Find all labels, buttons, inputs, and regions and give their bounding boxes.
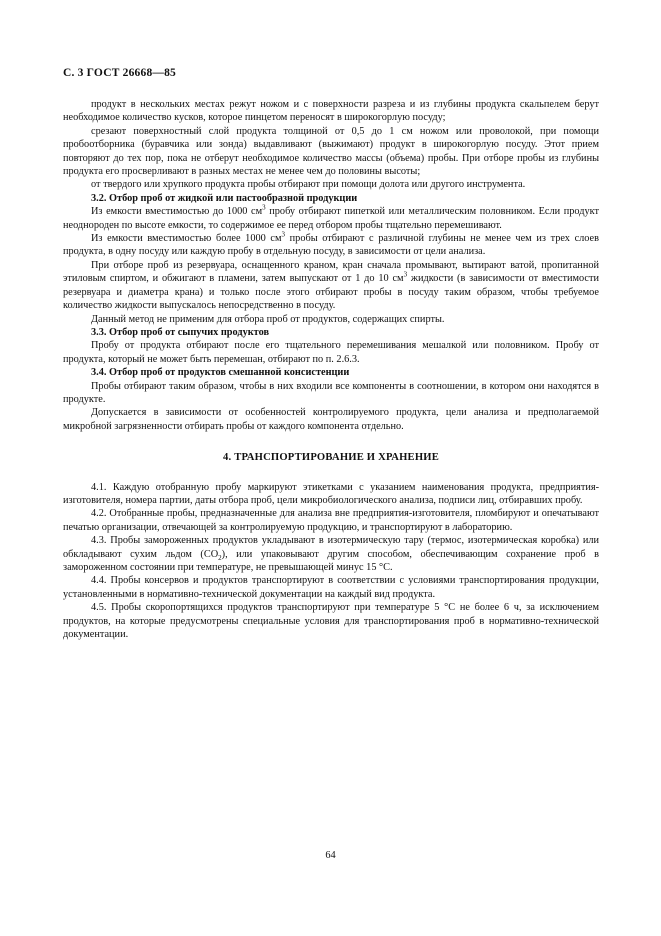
paragraph: 4.4. Пробы консервов и продуктов транспортируют в соответствии с условиями транспортирования продукции, установленными в нормативно-технической документации на каждый вид продукта. [63, 575, 599, 600]
paragraph: от твердого или хрупкого продукта пробы отбирают при помощи долота или другого инструмента. [91, 179, 526, 191]
paragraph: продукт в нескольких местах режут ножом и с поверхности разреза и из глубины продукта скальпелем берут необходимое количество кусков, которое пинцетом переносят в широкогорлую посуду; [63, 99, 599, 124]
page-number: 64 [325, 850, 336, 861]
subsection-heading-3-2: 3.2. Отбор проб от жидкой или пастообразной продукции [91, 192, 358, 204]
paragraph: 4.1. Каждую отобранную пробу маркируют этикетками с указанием наименования продукта, предприятия-изготовителя, номера партии, даты отбора проб, цели микробиологического анализа, подписи лиц, отбиравших пробу. [63, 481, 599, 506]
paragraph: Пробы отбирают таким образом, чтобы в них входили все компоненты в соотношении, в котором они находятся в продукте. [63, 380, 599, 405]
paragraph: Из емкости вместимостью более 1000 $см^3$ пробы отбирают с различной глубины не менее чем из трех слоев продукта, в одну посуду или каждую пробу в отдельную посуду, в зависимости от цели анализа. [63, 230, 599, 258]
paragraph: 4.5. Пробы скоропортящихся продуктов транспортируют при температуре 5 °С не более 6 ч, за исключением продуктов, на которые предусмотрены специальные условия для транспортирования проб в нормативно-технической документации. [63, 602, 599, 641]
section-heading-4: 4. ТРАНСПОРТИРОВАНИЕ И ХРАНЕНИЕ [223, 452, 439, 464]
paragraph: 4.2. Отобранные пробы, предназначенные для анализа вне предприятия-изготовителя, пломбируют и опечатывают печатью организации, отвечающей за контролируемую продукцию, и транспортируют в лабораторию. [63, 508, 599, 533]
subsection-heading-3-3: 3.3. Отбор проб от сыпучих продуктов [91, 326, 270, 338]
paragraph: Пробу от продукта отбирают после его тщательного перемешивания мешалкой или половником. Пробу от продукта, который не может быть перемешан, отбирают по п. 2.6.3. [63, 340, 599, 365]
paragraph: Допускается в зависимости от особенностей контролируемого продукта, цели анализа и предполагаемой микробной загрязненности отбирать пробы от каждого компонента отдельно. [63, 407, 599, 432]
paragraph: срезают поверхностный слой продукта толщиной от 0,5 до 1 см ножом или проволокой, при помощи пробоотборника (буравчика или зонда) выдавливают (выжимают) продукт в широкогорлую посуду. Этот прием повторяют до тех пор, пока не отберут необходимое количество массы (объема) пробы. При отборе пробы из глубины продукта его просверливают в разных местах не менее чем до половины высоты; [63, 125, 599, 178]
paragraph: При отборе проб из резервуара, оснащенного краном, кран сначала промывают, вытирают ватой, пропитанной этиловым спиртом, и обжигают в пламени, затем выпускают от 1 до 10 $см^3$ жидкости (в зависимости от вместимости резервуара и диаметра крана) и только после этого отбирают пробы в посуду таким образом, чтобы требуемое количество жидкости выпускалось непосредственно в посуду. [63, 259, 599, 312]
paragraph: Данный метод не применим для отбора проб от продуктов, содержащих спирты. [91, 313, 445, 325]
paragraph: Из емкости вместимостью до 1000 $см^3$ пробу отбирают пипеткой или металлическим половником. Если продукт неоднороден по высоте емкости, то содержимое ее перед отбором пробы тщательно перемешивают. [63, 203, 600, 231]
page-header: С. 3 ГОСТ 26668—85 [63, 67, 176, 79]
document-body [63, 98, 599, 641]
subsection-heading-3-4: 3.4. Отбор проб от продуктов смешанной консистенции [91, 367, 350, 379]
paragraph: 4.3. Пробы замороженных продуктов укладывают в изотермическую тару (термос, изотермическая коробка) или обкладывают сухим льдом $(CO_2)$, или упаковывают другим способом, обеспечивающим сохранение проб в замороженном состоянии при температуре, не превышающей минус 15 °С. [63, 535, 599, 573]
